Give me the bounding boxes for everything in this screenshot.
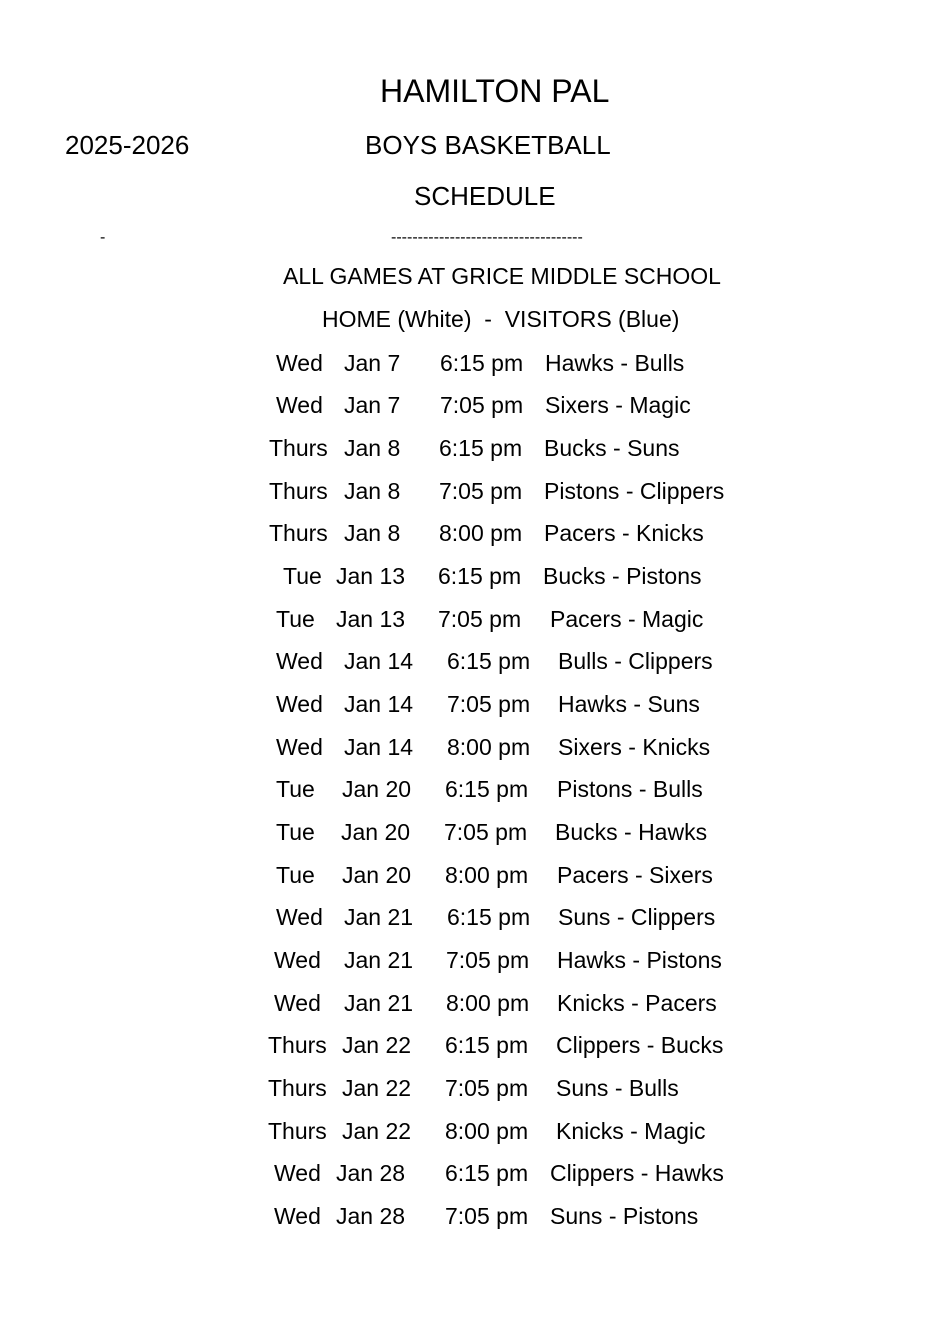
game-date: Jan 13: [336, 563, 406, 589]
game-matchup: Bulls - Clippers: [558, 648, 713, 674]
page-subtitle: BOYS BASKETBALL: [365, 130, 611, 160]
game-day: Wed: [274, 1160, 321, 1186]
game-row: [0, 522, 940, 552]
game-date: Jan 7: [344, 350, 401, 376]
game-date: Jan 8: [344, 435, 401, 461]
game-row: [0, 565, 940, 595]
game-day: Thurs: [269, 478, 328, 504]
game-row: [0, 437, 940, 467]
game-row: [0, 352, 940, 382]
game-time: 6:15 pm: [445, 776, 529, 802]
game-row: [0, 821, 940, 851]
game-time: 7:05 pm: [445, 1075, 529, 1101]
game-day: Wed: [276, 648, 323, 674]
game-day: Thurs: [269, 435, 328, 461]
divider-line: ------------------------------------: [391, 229, 583, 246]
game-date: Jan 20: [342, 862, 412, 888]
game-row: [0, 394, 940, 424]
game-matchup: Clippers - Bucks: [556, 1032, 724, 1058]
schedule-heading: SCHEDULE: [414, 181, 556, 211]
game-date: Jan 21: [344, 947, 414, 973]
game-matchup: Hawks - Bulls: [545, 350, 685, 376]
game-time: 7:05 pm: [440, 392, 524, 418]
game-time: 7:05 pm: [439, 478, 523, 504]
game-time: 6:15 pm: [439, 435, 523, 461]
game-row: [0, 992, 940, 1022]
game-day: Wed: [274, 990, 321, 1016]
game-matchup: Bucks - Suns: [544, 435, 680, 461]
game-matchup: Knicks - Magic: [556, 1118, 706, 1144]
game-day: Wed: [276, 691, 323, 717]
game-row: [0, 864, 940, 894]
game-time: 7:05 pm: [447, 691, 531, 717]
game-time: 7:05 pm: [445, 1203, 529, 1229]
game-matchup: Pacers - Knicks: [544, 520, 704, 546]
game-day: Wed: [274, 1203, 321, 1229]
game-day: Wed: [274, 947, 321, 973]
game-matchup: Pistons - Clippers: [544, 478, 725, 504]
game-time: 6:15 pm: [438, 563, 522, 589]
game-matchup: Suns - Bulls: [556, 1075, 679, 1101]
game-matchup: Knicks - Pacers: [557, 990, 717, 1016]
game-date: Jan 20: [342, 776, 412, 802]
game-row: [0, 778, 940, 808]
game-matchup: Pistons - Bulls: [557, 776, 703, 802]
game-time: 6:15 pm: [447, 904, 531, 930]
game-time: 8:00 pm: [439, 520, 523, 546]
game-matchup: Hawks - Suns: [558, 691, 700, 717]
game-row: [0, 1120, 940, 1150]
game-row: [0, 949, 940, 979]
game-matchup: Hawks - Pistons: [557, 947, 722, 973]
game-day: Wed: [276, 350, 323, 376]
game-day: Tue: [276, 606, 315, 632]
game-row: [0, 1162, 940, 1192]
game-date: Jan 8: [344, 520, 401, 546]
stray-dash: -: [100, 229, 106, 246]
game-date: Jan 14: [344, 648, 414, 674]
game-date: Jan 20: [341, 819, 411, 845]
game-date: Jan 28: [336, 1203, 406, 1229]
game-time: 8:00 pm: [447, 734, 531, 760]
game-day: Tue: [276, 776, 315, 802]
game-date: Jan 14: [344, 691, 414, 717]
game-time: 7:05 pm: [438, 606, 522, 632]
game-date: Jan 7: [344, 392, 401, 418]
game-time: 8:00 pm: [445, 1118, 529, 1144]
game-row: [0, 1205, 940, 1235]
game-matchup: Sixers - Knicks: [558, 734, 711, 760]
game-time: 6:15 pm: [447, 648, 531, 674]
game-day: Thurs: [268, 1075, 327, 1101]
game-date: Jan 22: [342, 1032, 412, 1058]
game-day: Tue: [283, 563, 322, 589]
game-row: [0, 906, 940, 936]
game-time: 7:05 pm: [446, 947, 530, 973]
game-matchup: Suns - Pistons: [550, 1203, 699, 1229]
game-matchup: Bucks - Pistons: [543, 563, 702, 589]
game-row: [0, 1034, 940, 1064]
game-date: Jan 14: [344, 734, 414, 760]
game-day: Thurs: [268, 1118, 327, 1144]
game-row: [0, 693, 940, 723]
game-time: 8:00 pm: [446, 990, 530, 1016]
game-date: Jan 21: [344, 904, 414, 930]
game-row: [0, 480, 940, 510]
game-time: 7:05 pm: [444, 819, 528, 845]
game-day: Wed: [276, 734, 323, 760]
game-matchup: Pacers - Magic: [550, 606, 704, 632]
game-date: Jan 21: [344, 990, 414, 1016]
game-day: Tue: [276, 862, 315, 888]
game-time: 6:15 pm: [445, 1160, 529, 1186]
game-matchup: Bucks - Hawks: [555, 819, 708, 845]
game-day: Thurs: [268, 1032, 327, 1058]
game-date: Jan 22: [342, 1118, 412, 1144]
game-date: Jan 13: [336, 606, 406, 632]
season-label: 2025-2026: [65, 130, 190, 160]
game-matchup: Sixers - Magic: [545, 392, 691, 418]
jersey-legend: HOME (White) - VISITORS (Blue): [322, 306, 680, 332]
game-time: 6:15 pm: [445, 1032, 529, 1058]
game-day: Tue: [276, 819, 315, 845]
game-matchup: Clippers - Hawks: [550, 1160, 724, 1186]
game-date: Jan 8: [344, 478, 401, 504]
location-note: ALL GAMES AT GRICE MIDDLE SCHOOL: [283, 263, 721, 289]
game-time: 8:00 pm: [445, 862, 529, 888]
game-day: Wed: [276, 904, 323, 930]
game-time: 6:15 pm: [440, 350, 524, 376]
game-row: [0, 608, 940, 638]
game-row: [0, 650, 940, 680]
game-date: Jan 28: [336, 1160, 406, 1186]
game-row: [0, 1077, 940, 1107]
game-date: Jan 22: [342, 1075, 412, 1101]
game-day: Wed: [276, 392, 323, 418]
game-row: [0, 736, 940, 766]
game-matchup: Suns - Clippers: [558, 904, 716, 930]
game-matchup: Pacers - Sixers: [557, 862, 713, 888]
game-day: Thurs: [269, 520, 328, 546]
page-title: HAMILTON PAL: [380, 73, 610, 109]
